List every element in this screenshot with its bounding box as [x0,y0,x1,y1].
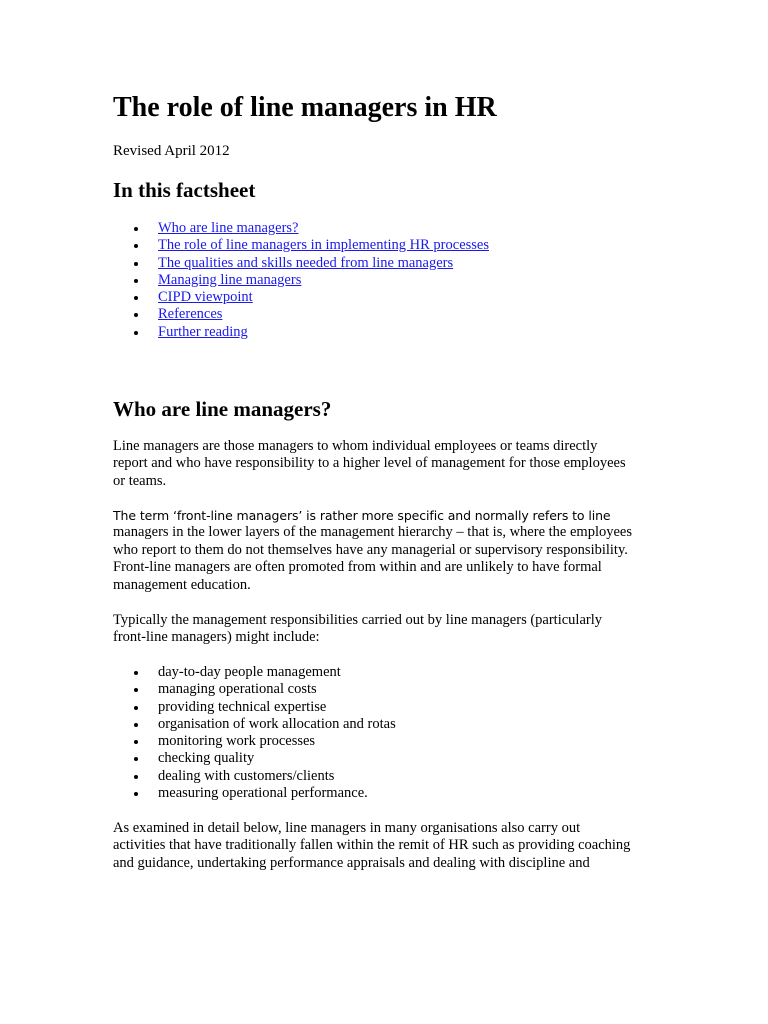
paragraph-line: Front-line managers are often promoted from within and are unlikely to have formal [113,559,602,576]
toc-item [113,324,489,341]
paragraph-line: who report to them do not themselves have any managerial or supervisory responsibility. [113,541,628,558]
toc-link-role-in-hr-processes[interactable]: The role of line managers in implementing HR processes [158,237,489,254]
toc-link-references[interactable]: References [158,306,223,323]
list-item: day-to-day people management [113,664,396,681]
paragraph-responsibilities-intro [113,612,658,647]
toc-link-managing-line-managers[interactable]: Managing line managers [158,271,302,288]
toc-link-cipd-viewpoint[interactable]: CIPD viewpoint [158,289,253,306]
toc-item [113,272,489,289]
list-item: monitoring work processes [113,733,396,750]
toc-link-further-reading[interactable]: Further reading [158,323,248,340]
section-heading: Who are line managers? [113,397,332,421]
list-item: providing technical expertise [113,699,396,716]
list-item: managing operational costs [113,681,396,698]
paragraph-line: management education. [113,576,251,593]
list-item: measuring operational performance. [113,785,396,802]
toc-item [113,306,489,323]
toc-heading: In this factsheet [113,178,256,202]
paragraph-line: or teams. [113,472,167,489]
toc-item [113,255,489,272]
toc-item [113,289,489,306]
paragraph-line: managers in the lower layers of the management hierarchy – that is, where the employees [113,524,632,541]
toc-list [113,220,489,341]
paragraph-line: front-line managers) might include: [113,629,320,646]
paragraph-definition [113,438,658,490]
paragraph-line: report and who have responsibility to a higher level of management for those employees [113,455,626,472]
paragraph-hr-activities [113,820,658,872]
toc-item [113,220,489,237]
document-title: The role of line managers in HR [113,92,497,123]
toc-link-who-are-line-managers[interactable]: Who are line managers? [158,220,299,236]
toc-link-qualities-and-skills[interactable]: The qualities and skills needed from line managers [158,254,454,271]
paragraph-line: activities that have traditionally fallen within the remit of HR such as providing coaching [113,837,631,854]
paragraph-line: The term ‘front-line managers’ is rather more specific and normally refers to line [113,508,611,523]
paragraph-line: and guidance, undertaking performance appraisals and dealing with discipline and [113,854,590,871]
paragraph-line: As examined in detail below, line managers in many organisations also carry out [113,820,581,836]
paragraph-line: Line managers are those managers to whom individual employees or teams directly [113,438,598,454]
list-item: dealing with customers/clients [113,768,396,785]
list-item: organisation of work allocation and rotas [113,716,396,733]
responsibilities-list [113,664,396,802]
revision-date: Revised April 2012 [113,143,230,159]
paragraph-front-line-managers [113,507,658,594]
paragraph-line: Typically the management responsibilities carried out by line managers (particularly [113,612,602,628]
list-item: checking quality [113,750,396,767]
toc-item [113,237,489,254]
